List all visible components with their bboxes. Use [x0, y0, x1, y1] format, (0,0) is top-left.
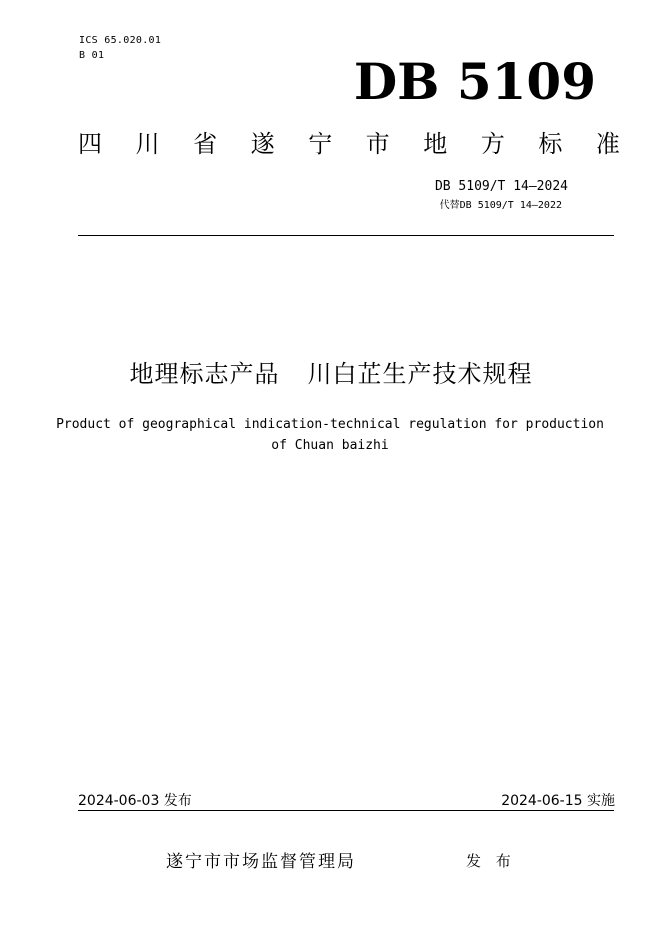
document-title-en: Product of geographical indication-technical regulation for production of Chuan baizhi: [56, 417, 604, 453]
title-cn-part2: 川白芷生产技术规程: [307, 360, 533, 388]
implementation-date: 2024-06-15 实施: [501, 793, 615, 809]
standard-type-char: 准: [595, 130, 620, 158]
issuing-authority: 遂宁市市场监督管理局: [166, 852, 356, 872]
ics-code: ICS 65.020.01: [79, 35, 162, 46]
ccs-code: B 01: [79, 50, 105, 61]
standard-type-char: 宁: [308, 130, 333, 158]
header-divider: [78, 235, 614, 236]
classification-block: [79, 33, 161, 63]
standard-type-char: 标: [538, 130, 563, 158]
standard-type-char: 省: [193, 130, 218, 158]
standard-type-heading: [78, 128, 620, 160]
standard-type-char: 市: [365, 130, 390, 158]
standard-type-char: 地: [423, 130, 448, 158]
standard-code: DB 5109/T 14—2024: [434, 179, 568, 194]
replaces-note: 代替DB 5109/T 14—2022: [439, 200, 562, 211]
standard-type-char: 遂: [250, 130, 275, 158]
standard-type-char: 川: [135, 130, 160, 158]
title-cn-part1: 地理标志产品: [129, 360, 280, 388]
standard-type-char: 方: [480, 130, 505, 158]
standard-logo: DB 5109: [353, 52, 596, 111]
publish-label: 发 布: [466, 852, 516, 870]
footer-divider: [78, 810, 614, 811]
issue-date: 2024-06-03 发布: [78, 793, 192, 809]
standard-type-char: 四: [78, 130, 102, 158]
document-title-cn: [0, 356, 662, 392]
